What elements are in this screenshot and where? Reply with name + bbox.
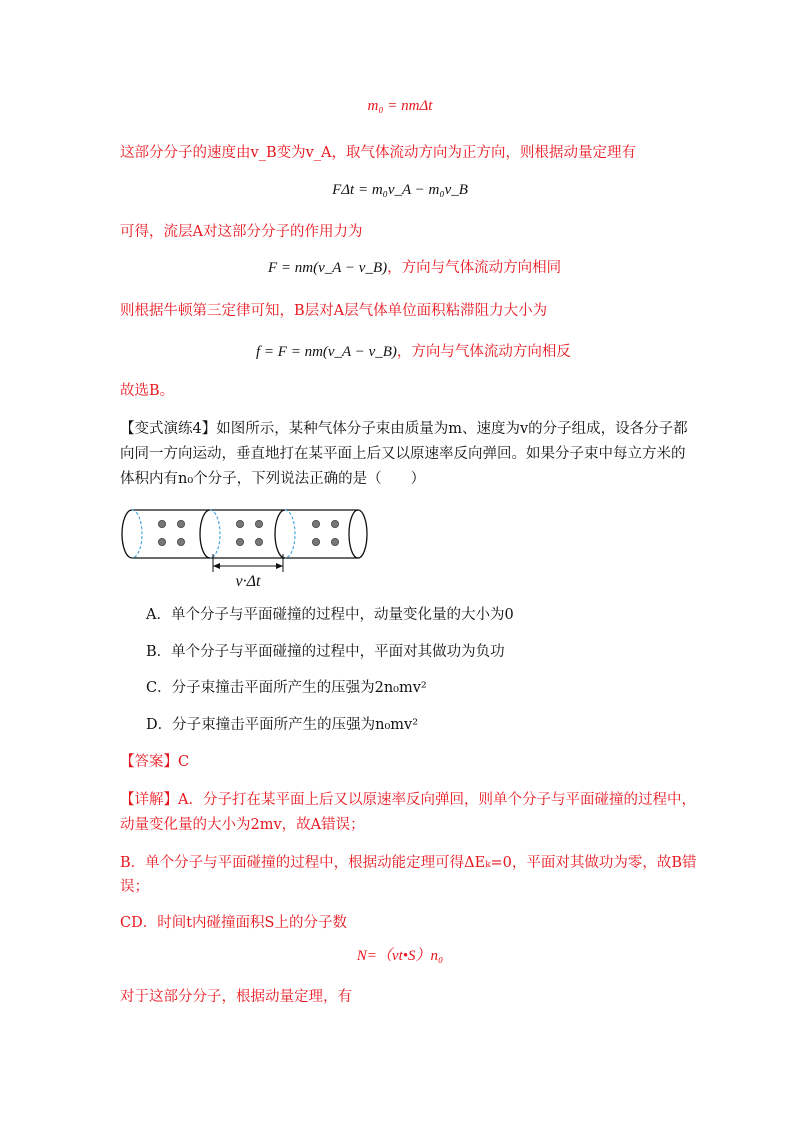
dimension-arrow-left bbox=[213, 563, 220, 569]
detail-line-6: 对于这部分分子，根据动量定理，有 bbox=[120, 989, 352, 1005]
option-c: C．分子束撞击平面所产生的压强为2n₀mv² bbox=[146, 680, 427, 696]
dimension-arrow-right bbox=[276, 563, 283, 569]
molecule-dots bbox=[158, 520, 338, 545]
detail-line-2: 动量变化量的大小为2mv，故A错误； bbox=[120, 817, 365, 833]
molecule-dot bbox=[312, 520, 319, 527]
question-line-1: 【变式演练4】如图所示，某种气体分子束由质量为m、速度为v的分子组成，设各分子都 bbox=[120, 421, 688, 437]
friction-equation-row bbox=[256, 342, 571, 362]
cylinder-left-end bbox=[122, 510, 132, 558]
equation-f: f = F = nm(v_A − v_B) bbox=[256, 344, 397, 360]
molecule-dot bbox=[158, 520, 165, 527]
molecule-beam-diagram bbox=[120, 504, 375, 594]
force-equation-row bbox=[268, 258, 561, 278]
equation-momentum: FΔt = m₀v_A − m₀v_B bbox=[332, 182, 468, 198]
cylinder-left-dashed bbox=[132, 510, 142, 558]
molecule-dot bbox=[331, 538, 338, 545]
detail-line-4: 误； bbox=[120, 879, 149, 895]
section-2-front bbox=[275, 510, 285, 558]
molecule-dot bbox=[158, 538, 165, 545]
question-line-3: 体积内有n₀个分子，下列说法正确的是（ ） bbox=[120, 471, 426, 487]
dimension-label: v·Δt bbox=[235, 573, 261, 590]
equation-m0: m₀ = nmΔt bbox=[367, 98, 433, 114]
option-b: B．单个分子与平面碰撞的过程中，平面对其做功为负功 bbox=[146, 644, 505, 660]
answer-line: 【答案】C bbox=[120, 754, 190, 770]
section-2-dashed bbox=[285, 510, 295, 558]
explanation-line-1: 这部分分子的速度由v_B变为v_A，取气体流动方向为正方向，则根据动量定理有 bbox=[120, 145, 637, 161]
molecule-dot bbox=[236, 520, 243, 527]
explanation-line-3: 则根据牛顿第三定律可知，B层对A层气体单位面积粘滞阻力大小为 bbox=[120, 303, 548, 319]
molecule-dot bbox=[177, 538, 184, 545]
molecule-dot bbox=[255, 520, 262, 527]
cylinder-right-end bbox=[349, 510, 367, 558]
detail-line-3: B．单个分子与平面碰撞的过程中，根据动能定理可得ΔEₖ=0，平面对其做功为零，故B错 bbox=[120, 855, 697, 871]
cylinder-diagram-svg bbox=[120, 504, 375, 594]
equation-force: F = nm(v_A − v_B) bbox=[268, 260, 388, 276]
detail-line-5: CD．时间t内碰撞面积S上的分子数 bbox=[120, 915, 347, 931]
molecule-dot bbox=[331, 520, 338, 527]
section-1-front bbox=[200, 510, 210, 558]
molecule-dot bbox=[236, 538, 243, 545]
f-direction-note: ，方向与气体流动方向相反 bbox=[396, 344, 571, 360]
option-a: A．单个分子与平面碰撞的过程中，动量变化量的大小为0 bbox=[146, 607, 514, 623]
force-direction-note: ，方向与气体流动方向相同 bbox=[387, 260, 562, 276]
molecule-dot bbox=[255, 538, 262, 545]
option-d: D．分子束撞击平面所产生的压强为n₀mv² bbox=[146, 717, 419, 733]
explanation-line-2: 可得，流层A对这部分分子的作用力为 bbox=[120, 224, 363, 240]
equation-n: N=（vt•S）n₀ bbox=[356, 948, 444, 964]
question-line-2: 向同一方向运动，垂直地打在某平面上后又以原速率反向弹回。如果分子束中每立方米的 bbox=[120, 446, 686, 462]
molecule-dot bbox=[177, 520, 184, 527]
choose-line: 故选B。 bbox=[120, 383, 175, 399]
molecule-dot bbox=[312, 538, 319, 545]
section-1-dashed bbox=[210, 510, 220, 558]
detail-line-1: 【详解】A．分子打在某平面上后又以原速率反向弹回，则单个分子与平面碰撞的过程中， bbox=[120, 792, 696, 808]
